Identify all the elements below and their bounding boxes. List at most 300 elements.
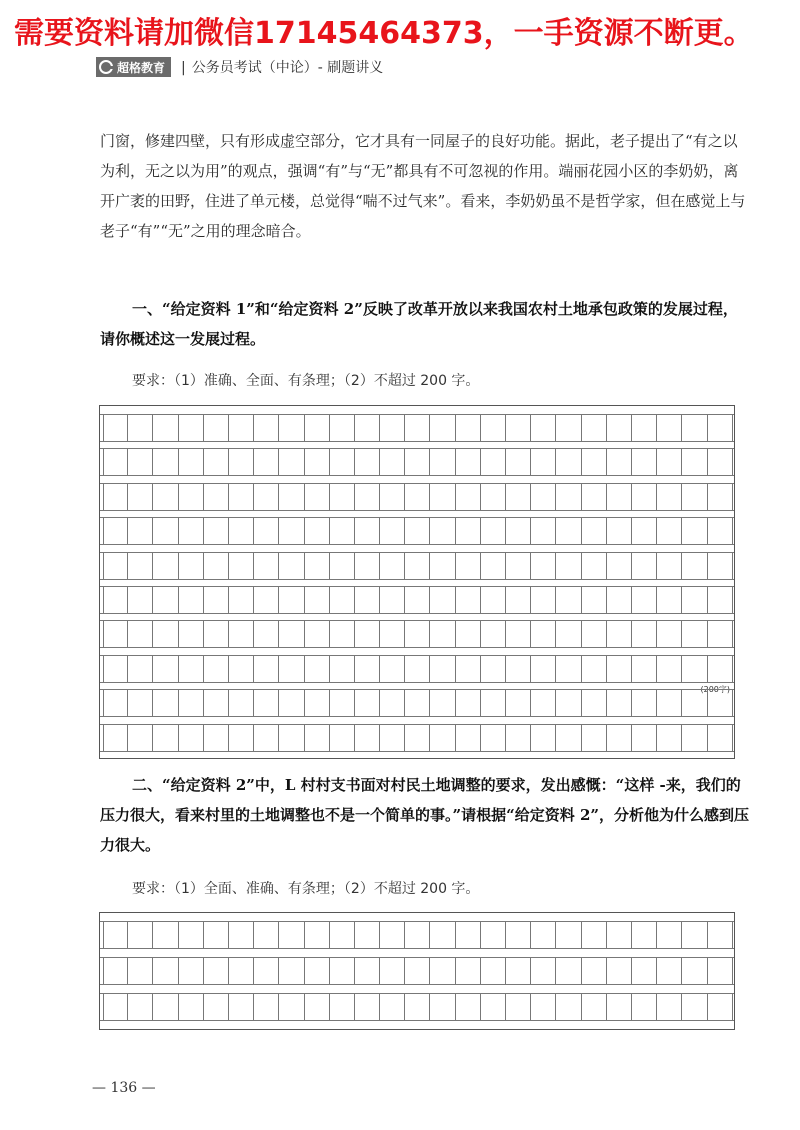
grid-cell[interactable] — [632, 725, 657, 751]
grid-cell[interactable] — [229, 449, 254, 475]
grid-cell[interactable] — [456, 958, 481, 984]
grid-cell[interactable] — [506, 994, 531, 1020]
grid-cell[interactable] — [531, 587, 556, 613]
grid-cell[interactable] — [355, 553, 380, 579]
grid-cell[interactable] — [456, 484, 481, 510]
grid-cell[interactable] — [657, 690, 682, 716]
grid-cell[interactable] — [254, 587, 279, 613]
grid-cell[interactable] — [430, 587, 455, 613]
grid-cell[interactable] — [128, 587, 153, 613]
grid-cell[interactable] — [254, 690, 279, 716]
grid-cell[interactable] — [657, 449, 682, 475]
grid-cell[interactable] — [430, 690, 455, 716]
grid-cell[interactable] — [153, 725, 178, 751]
grid-cell[interactable] — [153, 449, 178, 475]
grid-cell[interactable] — [682, 484, 707, 510]
grid-cell[interactable] — [103, 449, 128, 475]
grid-cell[interactable] — [229, 587, 254, 613]
grid-cell[interactable] — [708, 922, 733, 948]
grid-cell[interactable] — [128, 922, 153, 948]
grid-cell[interactable] — [330, 994, 355, 1020]
grid-cell[interactable] — [430, 958, 455, 984]
grid-cell[interactable] — [632, 922, 657, 948]
grid-cell[interactable] — [607, 958, 632, 984]
grid-cell[interactable] — [632, 484, 657, 510]
grid-cell[interactable] — [456, 725, 481, 751]
grid-cell[interactable] — [179, 656, 204, 682]
grid-cell[interactable] — [481, 656, 506, 682]
grid-cell[interactable] — [128, 415, 153, 441]
grid-cell[interactable] — [405, 484, 430, 510]
grid-cell[interactable] — [103, 553, 128, 579]
grid-cell[interactable] — [380, 922, 405, 948]
grid-cell[interactable] — [204, 994, 229, 1020]
grid-cell[interactable] — [657, 587, 682, 613]
grid-cell[interactable] — [708, 484, 733, 510]
grid-cell[interactable] — [582, 415, 607, 441]
grid-cell[interactable] — [456, 518, 481, 544]
grid-cell[interactable] — [657, 656, 682, 682]
grid-cell[interactable] — [204, 958, 229, 984]
grid-cell[interactable] — [103, 690, 128, 716]
grid-cell[interactable] — [103, 518, 128, 544]
grid-cell[interactable] — [103, 415, 128, 441]
grid-cell[interactable] — [179, 994, 204, 1020]
grid-cell[interactable] — [128, 656, 153, 682]
grid-cell[interactable] — [355, 725, 380, 751]
grid-cell[interactable] — [556, 725, 581, 751]
grid-cell[interactable] — [305, 958, 330, 984]
grid-cell[interactable] — [481, 553, 506, 579]
grid-cell[interactable] — [430, 484, 455, 510]
grid-cell[interactable] — [556, 621, 581, 647]
grid-cell[interactable] — [254, 553, 279, 579]
grid-cell[interactable] — [330, 621, 355, 647]
grid-cell[interactable] — [481, 994, 506, 1020]
grid-cell[interactable] — [430, 553, 455, 579]
grid-cell[interactable] — [405, 415, 430, 441]
grid-cell[interactable] — [481, 958, 506, 984]
grid-cell[interactable] — [380, 656, 405, 682]
grid-cell[interactable] — [531, 656, 556, 682]
grid-cell[interactable] — [657, 922, 682, 948]
grid-cell[interactable] — [456, 922, 481, 948]
grid-cell[interactable] — [506, 449, 531, 475]
grid-cell[interactable] — [556, 518, 581, 544]
grid-cell[interactable] — [254, 656, 279, 682]
grid-cell[interactable] — [682, 518, 707, 544]
grid-cell[interactable] — [380, 484, 405, 510]
grid-cell[interactable] — [305, 449, 330, 475]
grid-cell[interactable] — [708, 553, 733, 579]
grid-cell[interactable] — [556, 415, 581, 441]
grid-cell[interactable] — [405, 690, 430, 716]
grid-cell[interactable] — [204, 621, 229, 647]
grid-cell[interactable] — [582, 621, 607, 647]
grid-cell[interactable] — [254, 415, 279, 441]
grid-cell[interactable] — [153, 690, 178, 716]
grid-cell[interactable] — [607, 587, 632, 613]
grid-cell[interactable] — [657, 621, 682, 647]
grid-cell[interactable] — [254, 958, 279, 984]
grid-cell[interactable] — [330, 587, 355, 613]
grid-cell[interactable] — [531, 449, 556, 475]
grid-cell[interactable] — [708, 656, 733, 682]
grid-cell[interactable] — [481, 725, 506, 751]
grid-cell[interactable] — [380, 994, 405, 1020]
answer-grid-2[interactable] — [99, 912, 735, 1030]
grid-cell[interactable] — [582, 587, 607, 613]
grid-cell[interactable] — [556, 484, 581, 510]
grid-cell[interactable] — [254, 518, 279, 544]
grid-cell[interactable] — [607, 690, 632, 716]
grid-cell[interactable] — [279, 690, 304, 716]
grid-cell[interactable] — [632, 958, 657, 984]
grid-cell[interactable] — [128, 449, 153, 475]
grid-cell[interactable] — [279, 621, 304, 647]
grid-cell[interactable] — [708, 994, 733, 1020]
grid-cell[interactable] — [103, 587, 128, 613]
grid-cell[interactable] — [531, 690, 556, 716]
grid-cell[interactable] — [657, 553, 682, 579]
grid-cell[interactable] — [355, 518, 380, 544]
grid-cell[interactable] — [355, 587, 380, 613]
grid-cell[interactable] — [305, 690, 330, 716]
grid-cell[interactable] — [682, 958, 707, 984]
grid-cell[interactable] — [531, 922, 556, 948]
grid-cell[interactable] — [204, 484, 229, 510]
grid-cell[interactable] — [103, 621, 128, 647]
grid-cell[interactable] — [556, 449, 581, 475]
grid-cell[interactable] — [279, 725, 304, 751]
grid-cell[interactable] — [153, 553, 178, 579]
grid-cell[interactable] — [153, 518, 178, 544]
grid-cell[interactable] — [103, 994, 128, 1020]
grid-cell[interactable] — [153, 994, 178, 1020]
grid-cell[interactable] — [506, 415, 531, 441]
grid-cell[interactable] — [582, 484, 607, 510]
grid-cell[interactable] — [128, 725, 153, 751]
grid-cell[interactable] — [456, 415, 481, 441]
grid-cell[interactable] — [531, 518, 556, 544]
grid-cell[interactable] — [204, 553, 229, 579]
grid-cell[interactable] — [582, 725, 607, 751]
grid-cell[interactable] — [405, 621, 430, 647]
grid-cell[interactable] — [229, 994, 254, 1020]
grid-cell[interactable] — [153, 587, 178, 613]
grid-cell[interactable] — [204, 725, 229, 751]
grid-cell[interactable] — [380, 415, 405, 441]
grid-cell[interactable] — [380, 621, 405, 647]
grid-cell[interactable] — [607, 621, 632, 647]
grid-cell[interactable] — [103, 484, 128, 510]
grid-cell[interactable] — [355, 656, 380, 682]
grid-cell[interactable] — [430, 994, 455, 1020]
grid-cell[interactable] — [305, 656, 330, 682]
grid-cell[interactable] — [632, 994, 657, 1020]
grid-cell[interactable] — [405, 725, 430, 751]
grid-cell[interactable] — [657, 994, 682, 1020]
grid-cell[interactable] — [153, 922, 178, 948]
grid-cell[interactable] — [708, 725, 733, 751]
grid-cell[interactable] — [708, 587, 733, 613]
grid-cell[interactable] — [506, 958, 531, 984]
grid-cell[interactable] — [330, 449, 355, 475]
grid-cell[interactable] — [179, 587, 204, 613]
grid-cell[interactable] — [632, 415, 657, 441]
grid-cell[interactable] — [380, 553, 405, 579]
grid-cell[interactable] — [254, 994, 279, 1020]
grid-cell[interactable] — [582, 518, 607, 544]
grid-cell[interactable] — [682, 587, 707, 613]
grid-cell[interactable] — [305, 587, 330, 613]
grid-cell[interactable] — [405, 656, 430, 682]
grid-cell[interactable] — [305, 553, 330, 579]
grid-cell[interactable] — [430, 621, 455, 647]
grid-cell[interactable] — [708, 415, 733, 441]
grid-cell[interactable] — [506, 587, 531, 613]
grid-cell[interactable] — [682, 725, 707, 751]
grid-cell[interactable] — [531, 994, 556, 1020]
grid-cell[interactable] — [708, 958, 733, 984]
grid-cell[interactable] — [481, 690, 506, 716]
grid-cell[interactable] — [405, 958, 430, 984]
grid-cell[interactable] — [632, 656, 657, 682]
grid-cell[interactable] — [179, 725, 204, 751]
grid-cell[interactable] — [405, 518, 430, 544]
grid-cell[interactable] — [355, 484, 380, 510]
grid-cell[interactable] — [531, 415, 556, 441]
grid-cell[interactable] — [305, 518, 330, 544]
grid-cell[interactable] — [657, 415, 682, 441]
grid-cell[interactable] — [682, 994, 707, 1020]
grid-cell[interactable] — [229, 518, 254, 544]
grid-cell[interactable] — [179, 621, 204, 647]
grid-cell[interactable] — [582, 994, 607, 1020]
grid-cell[interactable] — [506, 690, 531, 716]
grid-cell[interactable] — [607, 518, 632, 544]
grid-cell[interactable] — [254, 725, 279, 751]
grid-cell[interactable] — [128, 518, 153, 544]
grid-cell[interactable] — [607, 725, 632, 751]
grid-cell[interactable] — [456, 587, 481, 613]
grid-cell[interactable] — [506, 484, 531, 510]
grid-cell[interactable] — [179, 449, 204, 475]
grid-cell[interactable] — [380, 518, 405, 544]
grid-cell[interactable] — [430, 922, 455, 948]
grid-cell[interactable] — [632, 587, 657, 613]
grid-cell[interactable] — [179, 690, 204, 716]
grid-cell[interactable] — [204, 449, 229, 475]
grid-cell[interactable] — [405, 587, 430, 613]
grid-cell[interactable] — [355, 449, 380, 475]
grid-cell[interactable] — [279, 449, 304, 475]
grid-cell[interactable] — [179, 958, 204, 984]
grid-cell[interactable] — [556, 690, 581, 716]
grid-cell[interactable] — [682, 449, 707, 475]
grid-cell[interactable] — [153, 415, 178, 441]
grid-cell[interactable] — [556, 656, 581, 682]
grid-cell[interactable] — [380, 958, 405, 984]
grid-cell[interactable] — [128, 621, 153, 647]
grid-cell[interactable] — [430, 656, 455, 682]
grid-cell[interactable] — [456, 690, 481, 716]
grid-cell[interactable] — [456, 656, 481, 682]
grid-cell[interactable] — [279, 994, 304, 1020]
grid-cell[interactable] — [430, 725, 455, 751]
grid-cell[interactable] — [456, 553, 481, 579]
grid-cell[interactable] — [279, 484, 304, 510]
grid-cell[interactable] — [607, 415, 632, 441]
grid-cell[interactable] — [153, 958, 178, 984]
grid-cell[interactable] — [506, 621, 531, 647]
grid-cell[interactable] — [607, 922, 632, 948]
grid-cell[interactable] — [506, 553, 531, 579]
grid-cell[interactable] — [430, 518, 455, 544]
grid-cell[interactable] — [481, 415, 506, 441]
grid-cell[interactable] — [682, 553, 707, 579]
grid-cell[interactable] — [481, 922, 506, 948]
grid-cell[interactable] — [330, 725, 355, 751]
grid-cell[interactable] — [254, 922, 279, 948]
grid-cell[interactable] — [179, 518, 204, 544]
grid-cell[interactable] — [128, 958, 153, 984]
grid-cell[interactable] — [330, 690, 355, 716]
grid-cell[interactable] — [330, 922, 355, 948]
grid-cell[interactable] — [305, 621, 330, 647]
grid-cell[interactable] — [506, 922, 531, 948]
grid-cell[interactable] — [254, 449, 279, 475]
grid-cell[interactable] — [657, 958, 682, 984]
grid-cell[interactable] — [305, 922, 330, 948]
grid-cell[interactable] — [279, 587, 304, 613]
grid-cell[interactable] — [607, 449, 632, 475]
grid-cell[interactable] — [279, 553, 304, 579]
grid-cell[interactable] — [179, 553, 204, 579]
grid-cell[interactable] — [229, 553, 254, 579]
grid-cell[interactable] — [279, 415, 304, 441]
grid-cell[interactable] — [330, 415, 355, 441]
grid-cell[interactable] — [506, 725, 531, 751]
grid-cell[interactable] — [430, 415, 455, 441]
grid-cell[interactable] — [103, 656, 128, 682]
grid-cell[interactable] — [632, 553, 657, 579]
grid-cell[interactable] — [330, 958, 355, 984]
grid-cell[interactable] — [682, 621, 707, 647]
grid-cell[interactable] — [607, 656, 632, 682]
grid-cell[interactable] — [582, 922, 607, 948]
grid-cell[interactable] — [607, 994, 632, 1020]
grid-cell[interactable] — [103, 958, 128, 984]
grid-cell[interactable] — [305, 994, 330, 1020]
grid-cell[interactable] — [481, 587, 506, 613]
grid-cell[interactable] — [708, 449, 733, 475]
grid-cell[interactable] — [204, 656, 229, 682]
grid-cell[interactable] — [380, 449, 405, 475]
grid-cell[interactable] — [556, 922, 581, 948]
grid-cell[interactable] — [556, 958, 581, 984]
grid-cell[interactable] — [657, 518, 682, 544]
grid-cell[interactable] — [355, 922, 380, 948]
grid-cell[interactable] — [481, 621, 506, 647]
grid-cell[interactable] — [204, 587, 229, 613]
grid-cell[interactable] — [708, 621, 733, 647]
grid-cell[interactable] — [128, 690, 153, 716]
grid-cell[interactable] — [128, 553, 153, 579]
grid-cell[interactable] — [481, 449, 506, 475]
grid-cell[interactable] — [355, 958, 380, 984]
grid-cell[interactable] — [330, 553, 355, 579]
grid-cell[interactable] — [279, 922, 304, 948]
grid-cell[interactable] — [531, 725, 556, 751]
grid-cell[interactable] — [582, 958, 607, 984]
grid-cell[interactable] — [229, 656, 254, 682]
grid-cell[interactable] — [153, 621, 178, 647]
grid-cell[interactable] — [229, 621, 254, 647]
grid-cell[interactable] — [254, 621, 279, 647]
grid-cell[interactable] — [405, 922, 430, 948]
grid-cell[interactable] — [682, 656, 707, 682]
grid-cell[interactable] — [582, 553, 607, 579]
grid-cell[interactable] — [682, 415, 707, 441]
grid-cell[interactable] — [456, 621, 481, 647]
grid-cell[interactable] — [456, 994, 481, 1020]
grid-cell[interactable] — [657, 484, 682, 510]
grid-cell[interactable] — [556, 553, 581, 579]
grid-cell[interactable] — [657, 725, 682, 751]
grid-cell[interactable] — [682, 922, 707, 948]
grid-cell[interactable] — [279, 958, 304, 984]
grid-cell[interactable] — [632, 449, 657, 475]
grid-cell[interactable] — [430, 449, 455, 475]
grid-cell[interactable] — [128, 484, 153, 510]
grid-cell[interactable] — [305, 484, 330, 510]
grid-cell[interactable] — [128, 994, 153, 1020]
grid-cell[interactable] — [405, 449, 430, 475]
grid-cell[interactable] — [582, 449, 607, 475]
grid-cell[interactable] — [531, 621, 556, 647]
grid-cell[interactable] — [153, 484, 178, 510]
grid-cell[interactable] — [229, 484, 254, 510]
grid-cell[interactable] — [405, 553, 430, 579]
grid-cell[interactable] — [481, 518, 506, 544]
grid-cell[interactable] — [405, 994, 430, 1020]
grid-cell[interactable] — [556, 994, 581, 1020]
grid-cell[interactable] — [632, 621, 657, 647]
grid-cell[interactable] — [103, 725, 128, 751]
grid-cell[interactable] — [204, 415, 229, 441]
grid-cell[interactable] — [229, 690, 254, 716]
grid-cell[interactable] — [179, 484, 204, 510]
grid-cell[interactable] — [708, 518, 733, 544]
grid-cell[interactable] — [229, 415, 254, 441]
grid-cell[interactable] — [279, 656, 304, 682]
grid-cell[interactable] — [531, 553, 556, 579]
grid-cell[interactable] — [355, 621, 380, 647]
grid-cell[interactable] — [481, 484, 506, 510]
grid-cell[interactable] — [456, 449, 481, 475]
grid-cell[interactable] — [330, 518, 355, 544]
grid-cell[interactable] — [380, 690, 405, 716]
grid-cell[interactable] — [380, 587, 405, 613]
grid-cell[interactable] — [204, 690, 229, 716]
grid-cell[interactable] — [330, 484, 355, 510]
grid-cell[interactable] — [305, 725, 330, 751]
grid-cell[interactable] — [582, 656, 607, 682]
grid-cell[interactable] — [229, 725, 254, 751]
grid-cell[interactable] — [330, 656, 355, 682]
grid-cell[interactable] — [204, 922, 229, 948]
